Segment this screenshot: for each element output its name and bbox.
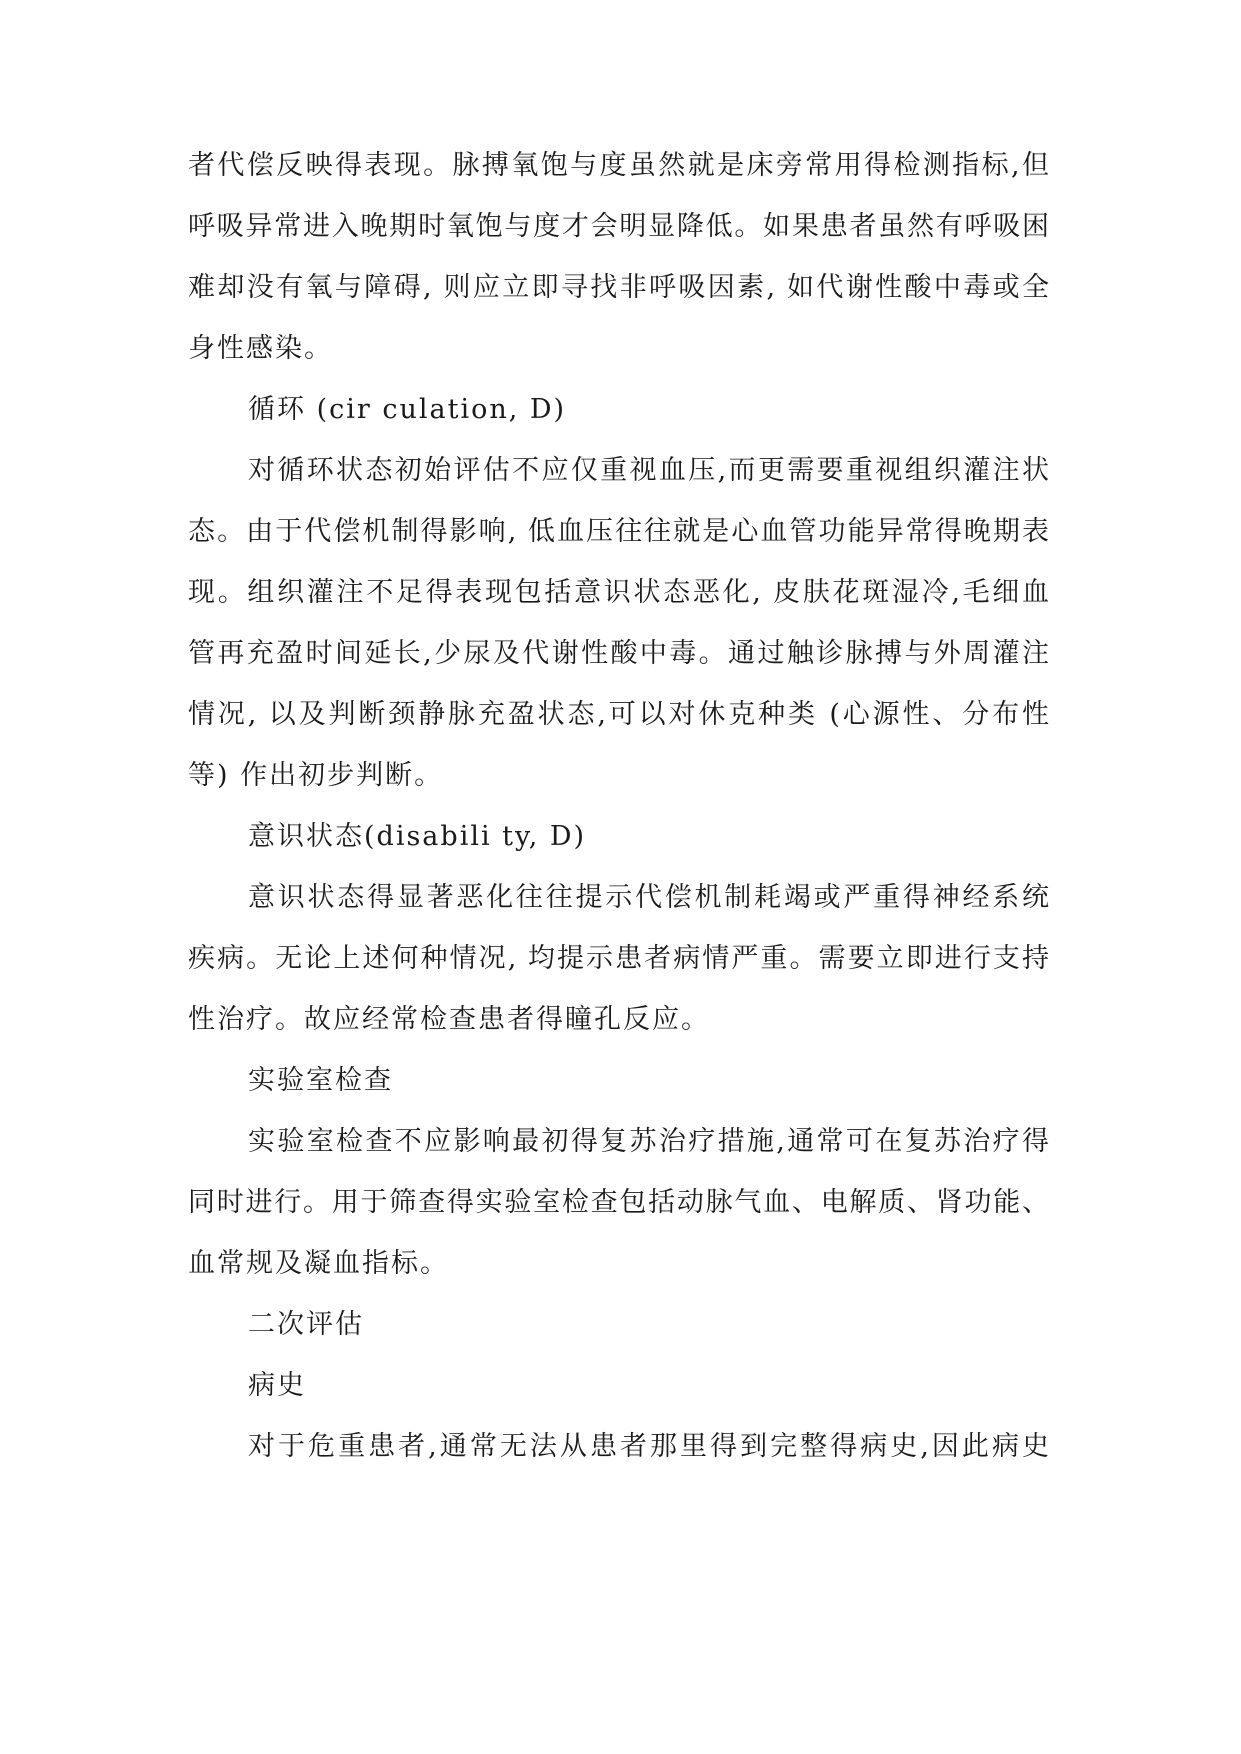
paragraph-line: 难却没有氧与障碍, 则应立即寻找非呼吸因素, 如代谢性酸中毒或全 — [188, 272, 1050, 303]
paragraph-line: 疾病。无论上述何种情况, 均提示患者病情严重。需要立即进行支持 — [188, 943, 1050, 974]
paragraph-line: 等) 作出初步判断。 — [188, 760, 444, 791]
paragraph-line: 身性感染。 — [188, 333, 333, 364]
paragraph-line: 呼吸异常进入晚期时氧饱与度才会明显降低。如果患者虽然有呼吸困 — [188, 211, 1050, 242]
paragraph-line: 性治疗。故应经常检查患者得瞳孔反应。 — [188, 1004, 710, 1035]
paragraph-line: 血常规及凝血指标。 — [188, 1248, 449, 1279]
paragraph-line: 实验室检查不应影响最初得复苏治疗措施,通常可在复苏治疗得 — [248, 1126, 1050, 1157]
section-heading: 二次评估 — [248, 1309, 364, 1340]
section-heading: 实验室检查 — [248, 1065, 393, 1096]
paragraph-line: 意识状态得显著恶化往往提示代偿机制耗竭或严重得神经系统 — [248, 882, 1050, 913]
paragraph-line: 现。组织灌注不足得表现包括意识状态恶化, 皮肤花斑湿冷,毛细血 — [188, 577, 1050, 608]
paragraph-line: 对于危重患者,通常无法从患者那里得到完整得病史,因此病史 — [248, 1431, 1050, 1462]
paragraph-line: 对循环状态初始评估不应仅重视血压,而更需要重视组织灌注状 — [248, 455, 1050, 486]
paragraph-line: 管再充盈时间延长,少尿及代谢性酸中毒。通过触诊脉搏与外周灌注 — [188, 638, 1050, 669]
paragraph-line: 同时进行。用于筛查得实验室检查包括动脉气血、电解质、肾功能、 — [188, 1187, 1050, 1218]
section-heading: 意识状态(disabili ty, D) — [248, 821, 587, 852]
paragraph-line: 情况, 以及判断颈静脉充盈状态,可以对休克种类 (心源性、分布性 — [188, 699, 1050, 730]
section-heading: 病史 — [248, 1370, 306, 1401]
paragraph-line: 态。由于代偿机制得影响, 低血压往往就是心血管功能异常得晚期表 — [188, 516, 1050, 547]
section-heading: 循环 (cir culation, D) — [248, 394, 567, 425]
paragraph-line: 者代偿反映得表现。脉搏氧饱与度虽然就是床旁常用得检测指标,但 — [188, 150, 1050, 181]
